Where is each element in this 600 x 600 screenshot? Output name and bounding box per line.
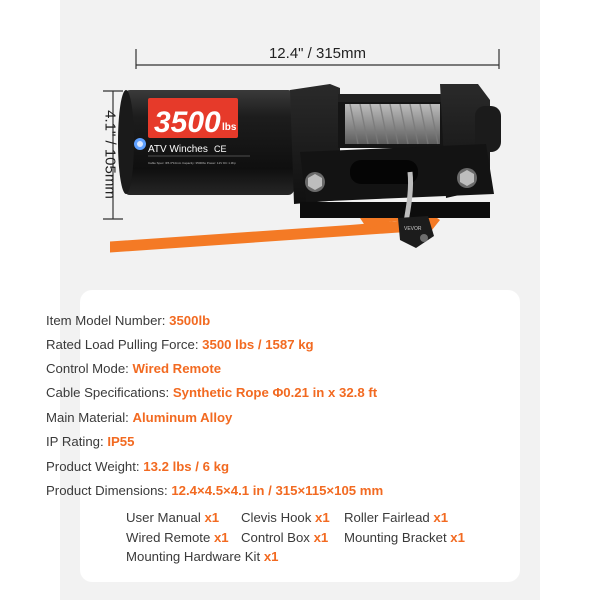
spec-cable	[46, 385, 377, 400]
label-fine-print: Cable Spec: Φ5.3*10mm Capacity: 3500lbs Power: 12V DC 1.3hp	[148, 161, 236, 165]
accessory-qty: x1	[313, 530, 329, 545]
spec-value: Wired Remote	[132, 361, 222, 376]
spec-model-number	[46, 313, 210, 328]
height-dimension-label: 4.1" / 105mm	[101, 110, 119, 199]
spec-value: 13.2 lbs / 6 kg	[143, 459, 230, 474]
accessory-qty: x1	[204, 510, 220, 525]
width-dimension-line	[135, 45, 500, 69]
accessory-name: User Manual	[126, 510, 205, 525]
accessory-mounting-bracket	[344, 530, 465, 545]
accessory-user-manual	[126, 510, 219, 525]
spec-value: 3500 lbs / 1587 kg	[202, 337, 314, 352]
mounting-base	[300, 202, 490, 218]
accessory-name: Wired Remote	[126, 530, 214, 545]
spec-label: Item Model Number:	[46, 313, 170, 328]
spec-value: Aluminum Alloy	[132, 410, 233, 425]
synthetic-rope-drum	[345, 104, 440, 144]
clevis-hook	[398, 216, 434, 248]
spec-value: Synthetic Rope Φ0.21 in x 32.8 ft	[172, 385, 378, 400]
accessory-roller-fairlead	[344, 510, 448, 525]
spec-label: Cable Specifications:	[46, 385, 173, 400]
spec-label: Rated Load Pulling Force:	[46, 337, 203, 352]
spec-value: 12.4×4.5×4.1 in / 315×115×105 mm	[171, 483, 384, 498]
spec-label: Product Weight:	[46, 459, 144, 474]
fairlead-opening	[350, 160, 418, 184]
spec-label: Product Dimensions:	[46, 483, 172, 498]
accessory-mounting-hardware-kit	[126, 549, 278, 564]
accessory-qty: x1	[433, 510, 449, 525]
hook-brand-text: VEVOR	[404, 226, 422, 232]
accessory-qty: x1	[450, 530, 465, 545]
accessory-control-box	[241, 530, 328, 545]
accessory-qty: x1	[263, 549, 279, 564]
spec-label: Main Material:	[46, 410, 133, 425]
series-label: ATV Winches	[148, 144, 208, 155]
spec-ip-rating	[46, 434, 134, 449]
accessory-qty: x1	[213, 530, 229, 545]
spec-pulling-force	[46, 337, 314, 352]
winch-product-image	[110, 70, 530, 280]
accessory-clevis-hook	[241, 510, 330, 525]
accessory-name: Mounting Hardware Kit	[126, 549, 264, 564]
accessory-wired-remote	[126, 530, 229, 545]
accessory-qty: x1	[315, 510, 330, 525]
spec-value: IP55	[107, 434, 135, 449]
spec-control-mode	[46, 361, 221, 376]
capacity-unit: lbs	[222, 122, 237, 133]
ce-mark: CE	[214, 144, 227, 154]
accessory-name: Roller Fairlead	[344, 510, 434, 525]
spec-label: Control Mode:	[46, 361, 133, 376]
accessory-name: Clevis Hook	[241, 510, 316, 525]
accessory-name: Mounting Bracket	[344, 530, 451, 545]
spec-weight	[46, 459, 229, 474]
width-dimension	[135, 45, 500, 69]
width-dimension-label: 12.4" / 315mm	[268, 45, 367, 62]
spec-material	[46, 410, 232, 425]
spec-label: IP Rating:	[46, 434, 108, 449]
spec-value: 3500lb	[169, 313, 211, 328]
motor-end-cap	[118, 90, 134, 194]
accessory-name: Control Box	[241, 530, 314, 545]
capacity-number: 3500	[154, 106, 221, 139]
spec-dimensions	[46, 483, 383, 498]
